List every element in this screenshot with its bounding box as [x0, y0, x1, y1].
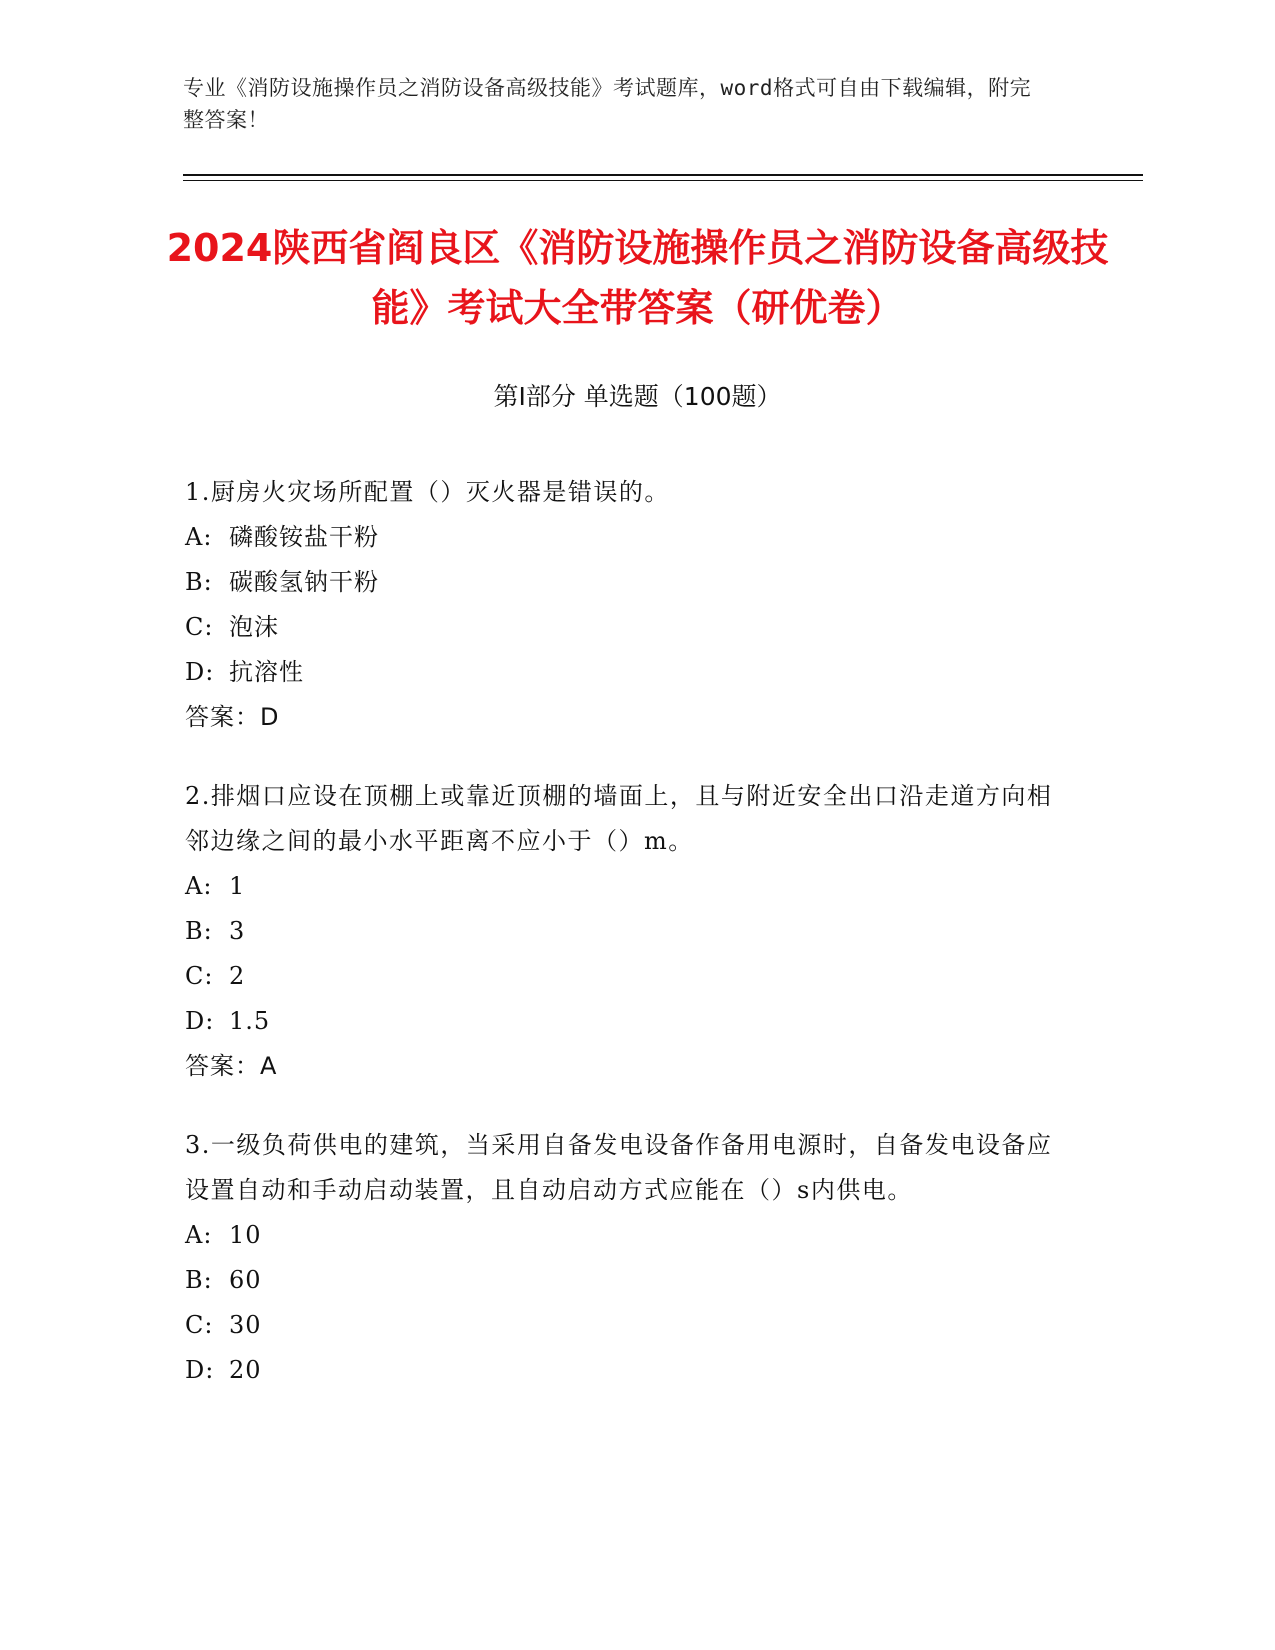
option-text: 30: [229, 1311, 262, 1339]
option-text: 1.5: [229, 1007, 271, 1035]
option-letter: B:: [185, 568, 213, 596]
question-3: [185, 1123, 1075, 1393]
option-b: [185, 1258, 1075, 1303]
option-letter: A:: [185, 1221, 213, 1249]
option-c: [185, 605, 1075, 650]
question-2: [185, 774, 1075, 1089]
question-list: [185, 470, 1075, 1427]
option-b: [185, 909, 1075, 954]
option-text: 碳酸氢钠干粉: [229, 568, 379, 596]
option-letter: A:: [185, 872, 213, 900]
option-letter: C:: [185, 1311, 214, 1339]
option-b: [185, 560, 1075, 605]
option-text: 泡沫: [229, 613, 279, 641]
document-title: 2024陕西省阎良区《消防设施操作员之消防设备高级技能》考试大全带答案（研优卷）: [166, 226, 1109, 330]
option-c: [185, 954, 1075, 999]
option-letter: A:: [185, 523, 213, 551]
option-text: 2: [229, 962, 246, 990]
option-a: [185, 1213, 1075, 1258]
option-letter: D:: [185, 1007, 215, 1035]
option-letter: B:: [185, 1266, 213, 1294]
option-text: 抗溶性: [229, 658, 304, 686]
option-d: [185, 1348, 1075, 1393]
header-note: 专业《消防设施操作员之消防设备高级技能》考试题库，word格式可自由下载编辑，附完整答案！: [183, 76, 1032, 132]
option-c: [185, 1303, 1075, 1348]
header-rule-thin: [183, 180, 1143, 181]
question-stem: 2.排烟口应设在顶棚上或靠近顶棚的墙面上，且与附近安全出口沿走道方向相邻边缘之间的最小水平距离不应小于（）m。: [185, 782, 1053, 855]
option-letter: B:: [185, 917, 213, 945]
option-text: 20: [229, 1356, 262, 1384]
option-a: [185, 515, 1075, 560]
option-text: 1: [229, 872, 246, 900]
option-text: 10: [229, 1221, 262, 1249]
question-stem: 3.一级负荷供电的建筑，当采用自备发电设备作备用电源时，自备发电设备应设置自动和手动启动装置，且自动启动方式应能在（）s内供电。: [185, 1131, 1053, 1204]
answer-line: 答案：D: [185, 703, 280, 731]
option-d: [185, 999, 1075, 1044]
option-d: [185, 650, 1075, 695]
option-letter: D:: [185, 658, 215, 686]
answer-line: 答案：A: [185, 1052, 278, 1080]
option-letter: D:: [185, 1356, 215, 1384]
question-1: [185, 470, 1075, 740]
option-text: 磷酸铵盐干粉: [229, 523, 379, 551]
section-title: 第Ⅰ部分 单选题（100题）: [493, 382, 782, 411]
question-stem: 1.厨房火灾场所配置（）灭火器是错误的。: [185, 478, 670, 506]
option-a: [185, 864, 1075, 909]
option-letter: C:: [185, 962, 214, 990]
option-letter: C:: [185, 613, 214, 641]
option-text: 60: [229, 1266, 262, 1294]
header-rule-thick: [183, 174, 1143, 176]
option-text: 3: [229, 917, 246, 945]
